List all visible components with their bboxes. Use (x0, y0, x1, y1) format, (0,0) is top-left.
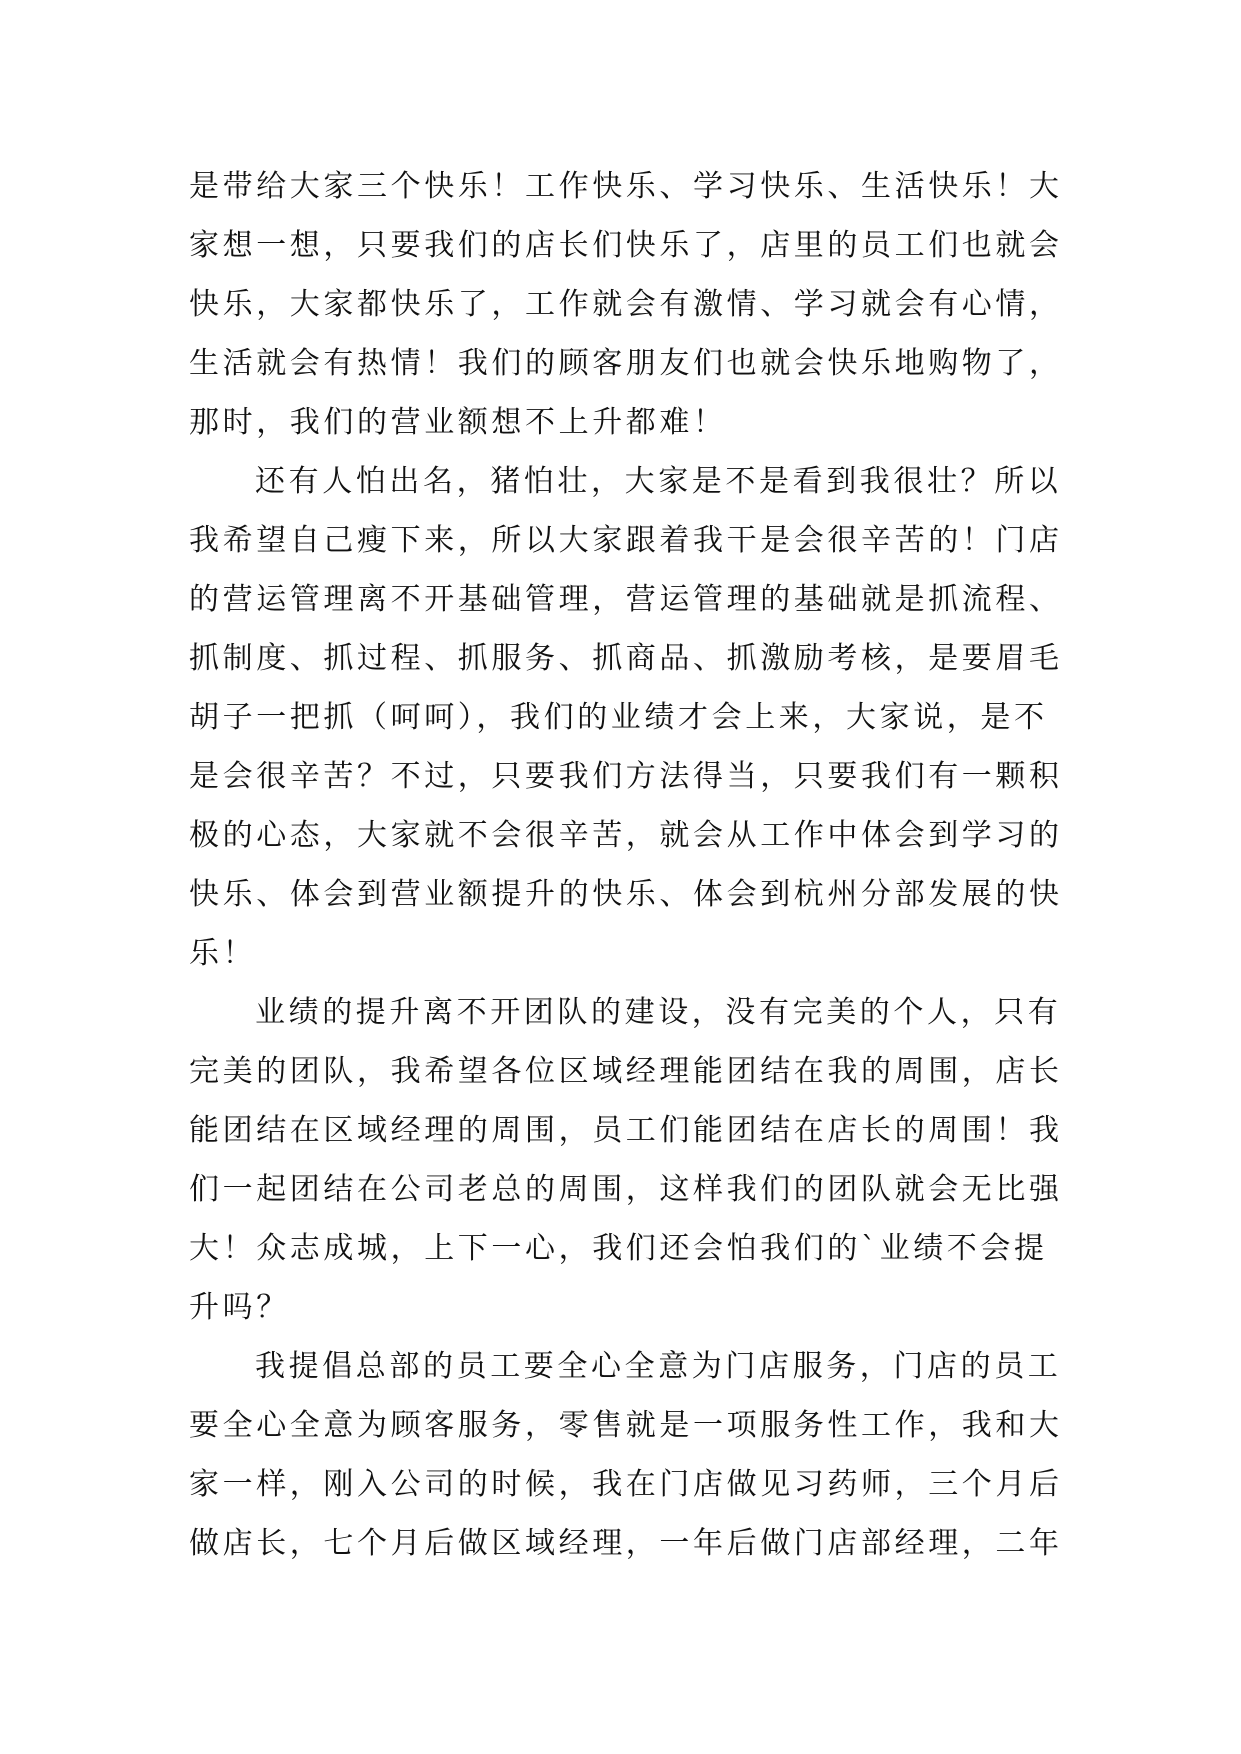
document-body (189, 157, 1069, 1573)
text-line: 完美的团队，我希望各位区域经理能团结在我的周围，店长 (189, 1054, 1063, 1089)
text-line: 是带给大家三个快乐！工作快乐、学习快乐、生活快乐！大 (189, 169, 1063, 204)
text-line: 是会很辛苦？不过，只要我们方法得当，只要我们有一颗积 (189, 759, 1063, 794)
text-line: 还有人怕出名，猪怕壮，大家是不是看到我很壮？所以 (255, 464, 1062, 499)
text-line: 要全心全意为顾客服务，零售就是一项服务性工作，我和大 (189, 1408, 1063, 1443)
text-line: 极的心态，大家就不会很辛苦，就会从工作中体会到学习的 (189, 818, 1063, 853)
text-line: 家想一想，只要我们的店长们快乐了，店里的员工们也就会 (189, 228, 1063, 263)
text-line: 我提倡总部的员工要全心全意为门店服务，门店的员工 (255, 1349, 1062, 1384)
paragraph (189, 1337, 1069, 1573)
text-line: 抓制度、抓过程、抓服务、抓商品、抓激励考核，是要眉毛 (189, 641, 1063, 676)
paragraph (189, 157, 1069, 452)
text-line: 的营运管理离不开基础管理，营运管理的基础就是抓流程、 (189, 582, 1063, 617)
text-line: 家一样，刚入公司的时候，我在门店做见习药师，三个月后 (189, 1467, 1063, 1502)
text-line: 快乐，大家都快乐了，工作就会有激情、学习就会有心情， (189, 287, 1063, 322)
text-line: 那时，我们的营业额想不上升都难！ (189, 405, 727, 440)
text-line: 业绩的提升离不开团队的建设，没有完美的个人，只有 (255, 995, 1062, 1030)
text-line: 们一起团结在公司老总的周围，这样我们的团队就会无比强 (189, 1172, 1063, 1207)
paragraph (189, 983, 1069, 1337)
text-line: 快乐、体会到营业额提升的快乐、体会到杭州分部发展的快 (189, 877, 1063, 912)
text-line: 能团结在区域经理的周围，员工们能团结在店长的周围！我 (189, 1113, 1063, 1148)
text-line: 胡子一把抓（呵呵），我们的业绩才会上来，大家说，是不 (189, 700, 1048, 735)
text-line: 乐！ (189, 936, 257, 971)
text-line: 升吗？ (189, 1290, 290, 1325)
text-line: 大！众志成城，上下一心，我们还会怕我们的`业绩不会提 (189, 1231, 1048, 1266)
paragraph (189, 452, 1069, 983)
text-line: 我希望自己瘦下来，所以大家跟着我干是会很辛苦的！门店 (189, 523, 1063, 558)
text-line: 做店长，七个月后做区域经理，一年后做门店部经理，二年 (189, 1526, 1063, 1561)
text-line: 生活就会有热情！我们的顾客朋友们也就会快乐地购物了， (189, 346, 1063, 381)
